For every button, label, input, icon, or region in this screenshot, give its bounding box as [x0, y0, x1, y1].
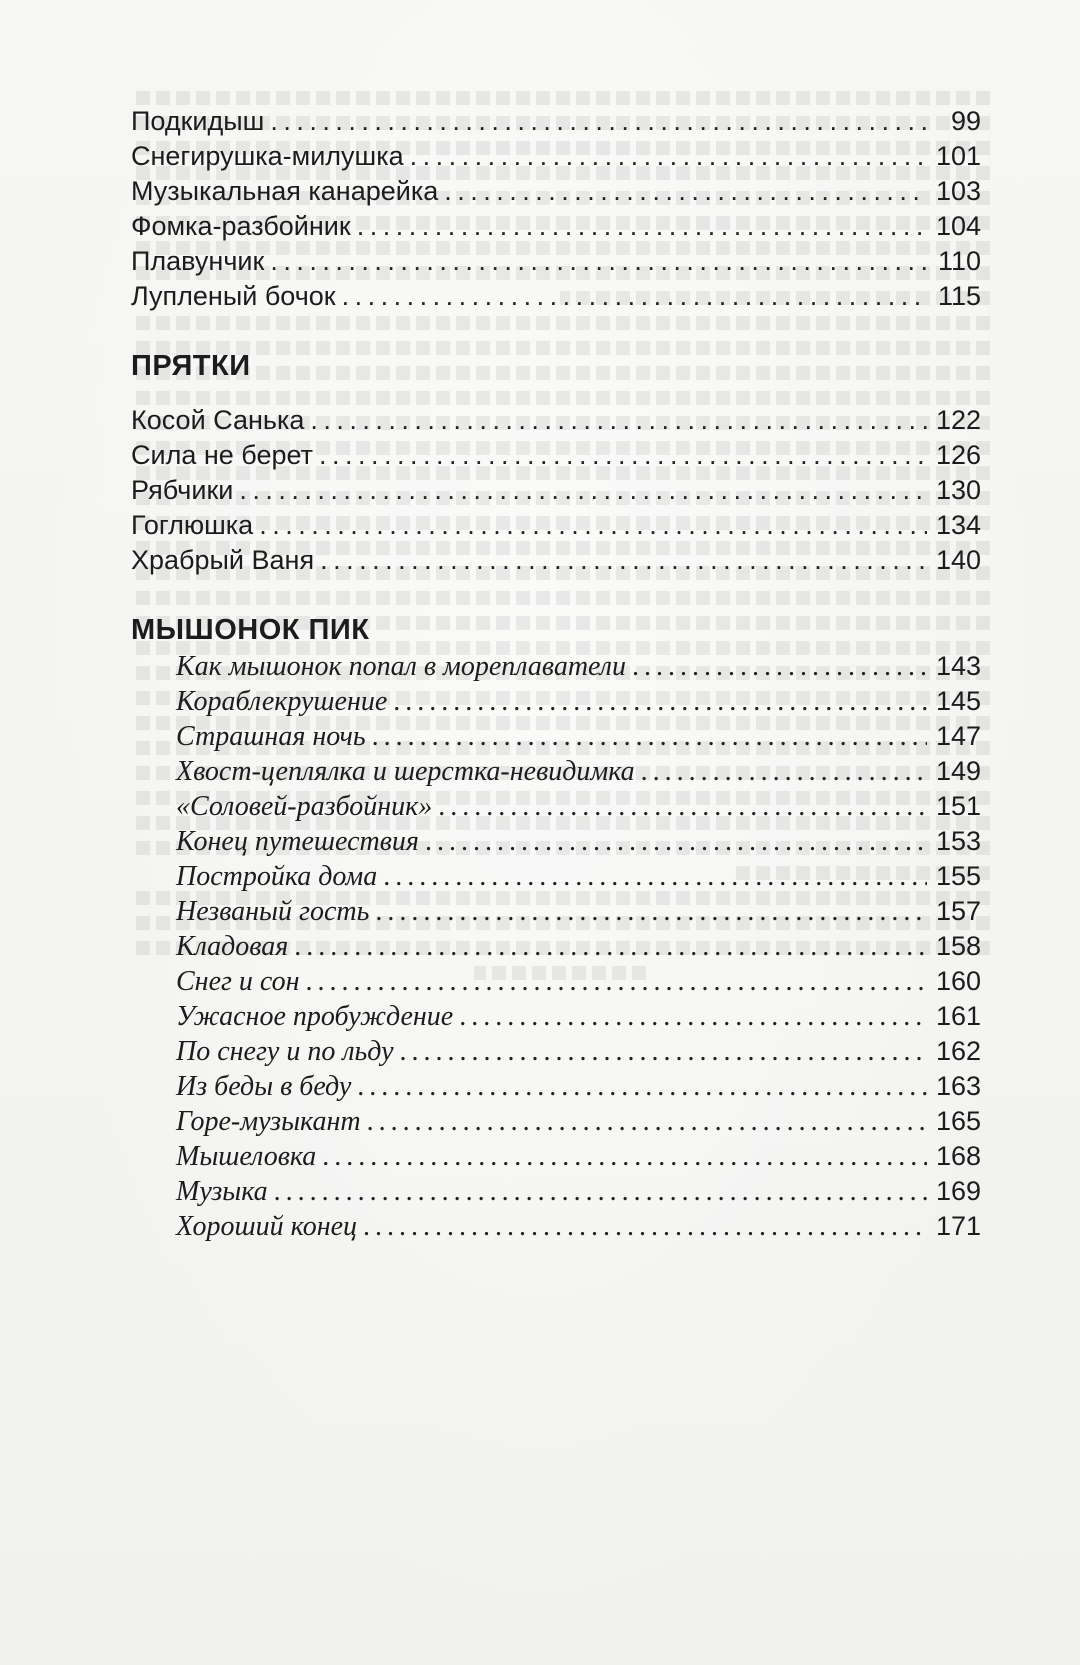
toc-entry[interactable]: [131, 894, 981, 929]
toc-entry[interactable]: [131, 174, 981, 209]
leader-dots: [375, 894, 927, 929]
toc-entry[interactable]: [131, 1209, 981, 1244]
entry-title: Мышеловка: [176, 1141, 317, 1172]
leader-dots: [367, 1104, 927, 1139]
toc-entry[interactable]: [131, 859, 981, 894]
leader-dots: [438, 789, 927, 824]
entry-title: Ужасное пробуждение: [176, 1001, 454, 1032]
section-heading: МЫШОНОК ПИК: [131, 614, 370, 646]
leader-dots: [294, 929, 927, 964]
entry-page: 158: [935, 931, 981, 961]
entry-page: 162: [935, 1036, 981, 1066]
leader-dots: [632, 649, 927, 684]
toc-entries: [131, 104, 981, 314]
entry-page: 103: [935, 176, 981, 206]
leader-dots: [459, 999, 927, 1034]
toc-entry[interactable]: [131, 139, 981, 174]
entry-page: 134: [935, 510, 981, 540]
toc-entry[interactable]: [131, 964, 981, 999]
entry-title: Подкидыш: [131, 106, 265, 136]
entry-page: 110: [937, 246, 981, 276]
toc-section: [131, 347, 981, 578]
entry-title: Снег и сон: [176, 966, 300, 997]
leader-dots: [393, 684, 927, 719]
leader-dots: [641, 754, 927, 789]
leader-dots: [357, 1069, 927, 1104]
toc-entry[interactable]: [131, 473, 981, 508]
entry-title: «Соловей-разбойник»: [176, 791, 433, 822]
toc-entry[interactable]: [131, 929, 981, 964]
toc-entry[interactable]: [131, 789, 981, 824]
toc-entry[interactable]: [131, 1069, 981, 1104]
toc-entries: [131, 649, 981, 1244]
entry-title: Рябчики: [131, 475, 234, 505]
toc-entry[interactable]: [131, 1139, 981, 1174]
entry-title: Из беды в беду: [176, 1071, 352, 1102]
toc-entry[interactable]: [131, 244, 981, 279]
entry-page: 157: [935, 896, 981, 926]
entry-page: 163: [935, 1071, 981, 1101]
entry-page: 101: [935, 141, 981, 171]
entry-title: Музыкальная канарейка: [131, 176, 439, 206]
entry-title: Лупленый бочок: [131, 281, 336, 311]
entry-page: 171: [935, 1211, 981, 1241]
toc-entries: [131, 403, 981, 578]
entry-page: 99: [950, 106, 981, 136]
leader-dots: [357, 209, 927, 244]
entry-title: Плавунчик: [131, 246, 265, 276]
toc-entry[interactable]: [131, 824, 981, 859]
entry-page: 130: [935, 475, 981, 505]
toc-entry[interactable]: [131, 403, 981, 438]
leader-dots: [320, 543, 927, 578]
leader-dots: [444, 174, 927, 209]
entry-page: 145: [935, 686, 981, 716]
table-of-contents: [131, 104, 981, 1244]
entry-title: По снегу и по льду: [176, 1036, 394, 1067]
entry-title: Снегирушка-милушка: [131, 141, 404, 171]
leader-dots: [400, 1034, 928, 1069]
toc-entry[interactable]: [131, 999, 981, 1034]
entry-title: Постройка дома: [176, 861, 378, 892]
entry-page: 151: [935, 791, 981, 821]
leader-dots: [425, 824, 927, 859]
leader-dots: [306, 964, 927, 999]
entry-title: Конец путешествия: [176, 826, 419, 857]
entry-title: Кладовая: [176, 931, 289, 962]
entry-page: 147: [935, 721, 981, 751]
toc-entry[interactable]: [131, 209, 981, 244]
entry-page: 165: [935, 1106, 981, 1136]
entry-page: 169: [935, 1176, 981, 1206]
toc-entry[interactable]: [131, 754, 981, 789]
entry-title: Хороший конец: [176, 1211, 358, 1242]
entry-title: Горе-музыкант: [176, 1106, 361, 1137]
entry-page: 143: [935, 651, 981, 681]
entry-page: 161: [935, 1001, 981, 1031]
leader-dots: [259, 508, 927, 543]
leader-dots: [310, 403, 927, 438]
toc-entry[interactable]: [131, 649, 981, 684]
leader-dots: [342, 279, 927, 314]
leader-dots: [372, 719, 927, 754]
entry-title: Незваный гость: [176, 896, 370, 927]
entry-title: Храбрый Ваня: [131, 545, 315, 575]
entry-page: 104: [935, 211, 981, 241]
leader-dots: [239, 473, 927, 508]
entry-page: 140: [935, 545, 981, 575]
toc-entry[interactable]: [131, 1034, 981, 1069]
entry-page: 153: [935, 826, 981, 856]
leader-dots: [363, 1209, 927, 1244]
toc-entry[interactable]: [131, 719, 981, 754]
leader-dots: [322, 1139, 927, 1174]
entry-title: Страшная ночь: [176, 721, 366, 752]
entry-page: 126: [935, 440, 981, 470]
entry-title: Как мышонок попал в мореплаватели: [176, 651, 626, 682]
entry-page: 168: [935, 1141, 981, 1171]
leader-dots: [270, 244, 927, 279]
entry-page: 149: [935, 756, 981, 786]
entry-page: 160: [935, 966, 981, 996]
toc-entry[interactable]: [131, 104, 981, 139]
toc-entry[interactable]: [131, 508, 981, 543]
entry-page: 115: [937, 281, 981, 311]
leader-dots: [274, 1174, 927, 1209]
leader-dots: [319, 438, 927, 473]
leader-dots: [270, 104, 927, 139]
toc-entry[interactable]: [131, 684, 981, 719]
entry-title: Косой Санька: [131, 405, 305, 435]
entry-title: Хвост-цеплялка и шерстка-невидимка: [176, 756, 635, 787]
toc-entry[interactable]: [131, 279, 981, 314]
leader-dots: [410, 139, 927, 174]
leader-dots: [383, 859, 927, 894]
entry-title: Фомка-разбойник: [131, 211, 351, 241]
toc-entry[interactable]: [131, 543, 981, 578]
toc-entry[interactable]: [131, 1174, 981, 1209]
toc-section: [131, 104, 981, 314]
entry-page: 122: [935, 405, 981, 435]
toc-entry[interactable]: [131, 1104, 981, 1139]
section-heading: ПРЯТКИ: [131, 350, 251, 382]
toc-entry[interactable]: [131, 438, 981, 473]
entry-title: Музыка: [176, 1176, 268, 1207]
entry-title: Сила не берет: [131, 440, 313, 470]
toc-section: [131, 611, 981, 1244]
entry-title: Кораблекрушение: [176, 686, 388, 717]
entry-title: Гоглюшка: [131, 510, 254, 540]
entry-page: 155: [935, 861, 981, 891]
